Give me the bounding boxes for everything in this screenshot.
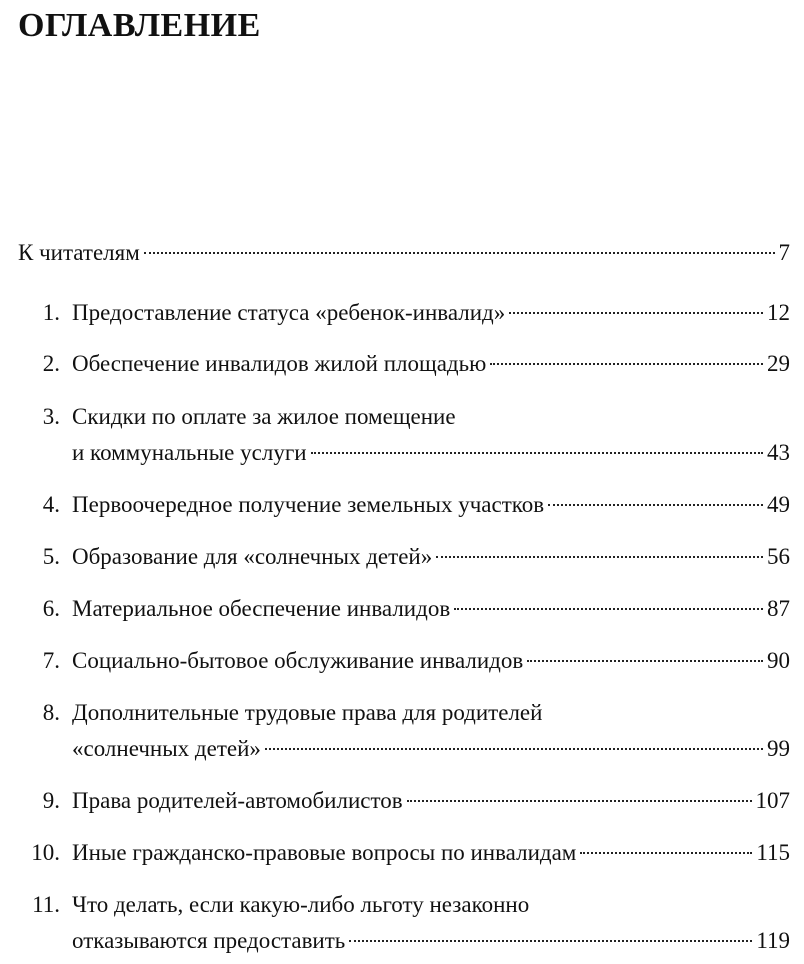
dot-leader [144, 251, 775, 254]
dot-leader [548, 503, 763, 506]
dot-leader [509, 311, 763, 314]
toc-page-number: 43 [767, 440, 790, 465]
toc-page-number: 56 [767, 544, 790, 569]
dot-leader [265, 747, 763, 750]
toc-entry-title: «солнечных детей» [72, 736, 261, 761]
toc-page-number: 115 [756, 840, 790, 865]
toc-page-number: 12 [767, 300, 790, 325]
toc-page-number: 90 [767, 648, 790, 673]
toc-entry-number: 8. [42, 700, 60, 725]
toc-entry-title: К читателям [18, 240, 140, 265]
dot-leader [580, 851, 752, 854]
dot-leader [349, 939, 752, 942]
toc-entry-title: Первоочередное получение земельных участков [72, 492, 545, 517]
toc-page-number: 99 [767, 736, 790, 761]
toc-entry-number: 5. [42, 544, 60, 569]
dot-leader [407, 799, 752, 802]
toc-entry-title: Дополнительные трудовые права для родителей [72, 700, 543, 725]
toc-page-number: 49 [767, 492, 790, 517]
toc-entry-title: Обеспечение инвалидов жилой площадью [72, 351, 487, 376]
toc-entry-number: 7. [42, 648, 60, 673]
toc-entry-number: 1. [42, 300, 60, 325]
toc-entry-title: отказываются предоставить [72, 928, 346, 953]
toc-entry-number: 11. [32, 892, 60, 917]
dot-leader [436, 555, 763, 558]
dot-leader [527, 659, 763, 662]
toc-entry-title: Предоставление статуса «ребенок-инвалид» [72, 300, 506, 325]
toc-page-number: 7 [778, 240, 790, 265]
toc-entry-number: 6. [42, 596, 60, 621]
dot-leader [490, 362, 763, 365]
toc-entry-title: Материальное обеспечение инвалидов [72, 596, 451, 621]
toc-entry-number: 9. [42, 788, 60, 813]
toc-entry-number: 2. [42, 351, 60, 376]
toc-entry-title: Образование для «солнечных детей» [72, 544, 433, 569]
toc-entry-number: 10. [31, 840, 60, 865]
toc-entry-title: Социально-бытовое обслуживание инвалидов [72, 648, 524, 673]
toc-page-number: 119 [756, 928, 790, 953]
page-title: ОГЛАВЛЕНИЕ [18, 7, 261, 44]
toc-page-number: 29 [767, 351, 790, 376]
dot-leader [454, 607, 763, 610]
toc-entry-title: Скидки по оплате за жилое помещение [72, 404, 456, 429]
toc-entry-number: 3. [42, 404, 60, 429]
toc-entry-title: и коммунальные услуги [72, 440, 307, 465]
toc-entry-title: Что делать, если какую-либо льготу незаконно [72, 892, 530, 917]
toc-page-number: 107 [755, 788, 790, 813]
dot-leader [311, 451, 763, 454]
toc-entry-title: Иные гражданско-правовые вопросы по инвалидам [72, 840, 577, 865]
toc-entry-title: Права родителей-автомобилистов [72, 788, 403, 813]
toc-page-number: 87 [767, 596, 790, 621]
toc-entry-number: 4. [42, 492, 60, 517]
